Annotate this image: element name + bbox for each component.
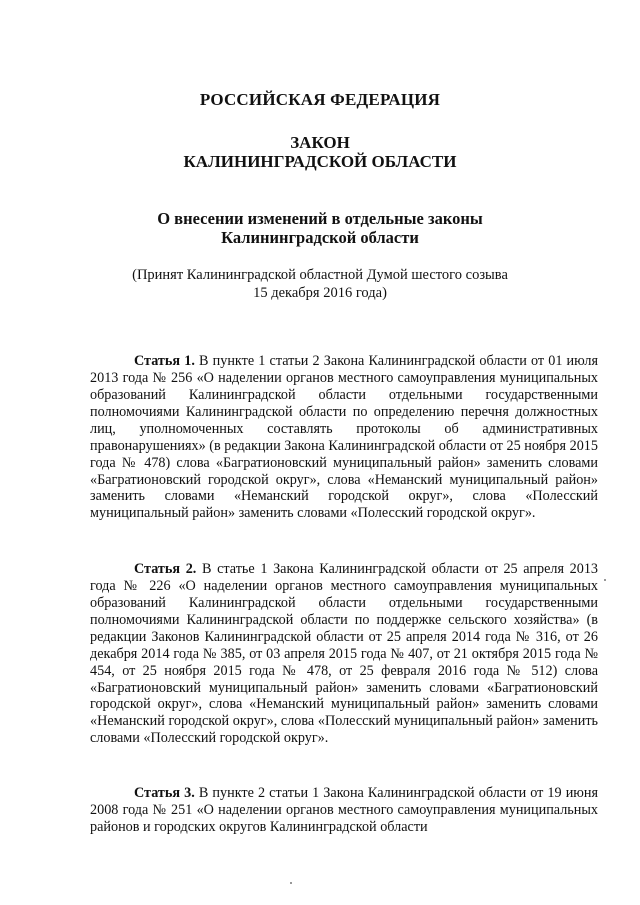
article-2-label: Статья 2. xyxy=(134,561,197,578)
scan-speck xyxy=(604,579,606,581)
law-title-line-1: О внесении изменений в отдельные законы xyxy=(157,209,483,228)
article-2-text: В статье 1 Закона Калининградской области от 25 апреля 2013 года № 226 «О наделении органов местного самоуправления муниципальных образований Калининградской области отдельными государственными полномочиями Калининградской области по поддержке сельского хозяйства» (в редакции Законов Калининградской области от 25 апреля 2014 года № 316, от 26 декабря 2014 года № 385, от 03 апреля 2015 года № 407, от 21 октября 2015 года № 454, от 25 ноября 2015 года № 478, от 25 февраля 2016 года № 512) слова «Багратионовский муниципальный район» заменить словами «Багратионовский городской округ», слова «Неманский муниципальный район» заменить словами «Неманский городской округ», слова «Полесский муниципальный район» заменить словами «Полесский городской округ». xyxy=(90,561,599,747)
scan-speck xyxy=(290,882,292,884)
article-1-label: Статья 1. xyxy=(134,353,195,370)
adoption-note-line-1: (Принят Калининградской областной Думой шестого созыва xyxy=(132,267,508,283)
region-name: КАЛИНИНГРАДСКОЙ ОБЛАСТИ xyxy=(183,152,457,171)
country-heading: РОССИЙСКАЯ ФЕДЕРАЦИЯ xyxy=(199,90,441,109)
article-1-text: В пункте 1 статьи 2 Закона Калининградской области от 01 июля 2013 года № 256 «О наделении органов местного самоуправления муниципальных образований Калининградской области отдельными государственными полномочиями Калининградской области по определению перечня должностных лиц, уполномоченных составлять протоколы об административных правонарушениях» (в редакции Закона Калининградской области от 25 ноября 2015 года № 478) слова «Багратионовский муниципальный район» заменить словами «Багратионовский городской округ», слова «Неманский муниципальный район» заменить словами «Неманский городской округ», слова «Полесский муниципальный район» заменить словами «Полесский городской округ». xyxy=(90,353,599,522)
article-2 xyxy=(90,561,598,747)
article-1 xyxy=(90,353,598,522)
law-heading xyxy=(0,133,640,171)
adoption-note xyxy=(0,266,640,302)
article-3-label: Статья 3. xyxy=(134,785,195,802)
adoption-note-line-2: 15 декабря 2016 года) xyxy=(253,285,387,301)
law-title-line-2: Калининградской области xyxy=(221,228,419,247)
law-title xyxy=(0,209,640,247)
article-3 xyxy=(90,785,598,836)
article-3-text: В пункте 2 статьи 1 Закона Калининградской области от 19 июня 2008 года № 251 «О наделении органов местного самоуправления муниципальных районов и городских округов Калининградской области xyxy=(90,785,599,835)
doc-type: ЗАКОН xyxy=(290,133,350,152)
